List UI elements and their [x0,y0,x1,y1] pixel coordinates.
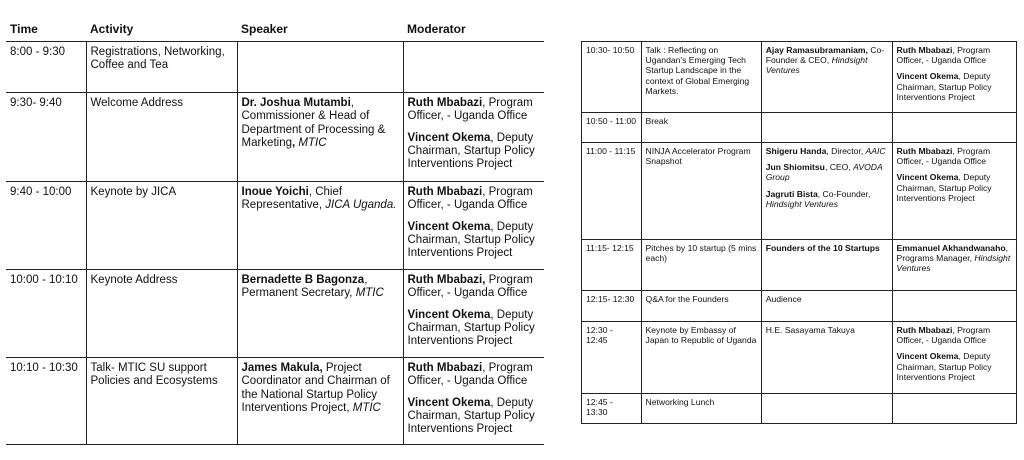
moderator-cell [892,113,1016,143]
moderator-role: , Program Officer, - Uganda Office [407,97,533,123]
time-cell: 9:30- 9:40 [6,93,86,182]
table-row [582,322,1017,394]
moderator-name: Ruth Mbabazi, [407,274,486,287]
speaker-org: MTIC [355,287,384,300]
speaker-name: Jun Shiomitsu [765,162,825,173]
activity-cell: NINJA Accelerator Program Snapshot [641,143,761,240]
speaker-name: Ajay Ramasubramaniam, [765,45,868,55]
header-speaker: Speaker [237,17,403,42]
table-row [582,394,1017,424]
speaker-cell [237,182,403,270]
table-row [582,291,1017,322]
moderator-role: , Program Officer, - Uganda Office [896,325,991,346]
time-cell: 9:40 - 10:00 [6,182,86,270]
activity-cell: Talk- MTIC SU support Policies and Ecosystems [86,358,237,445]
speaker-org: AAIC [865,146,886,156]
speaker-role: , Co-Founder, [817,188,871,199]
speaker-cell: Audience [761,291,892,322]
moderator-name: Vincent Okema [896,172,959,183]
speaker-role: , CEO, [824,162,854,173]
speaker-name: Dr. Joshua Mutambi [241,97,351,110]
agenda-table-left [6,17,544,445]
moderator-role: , Deputy Chairman, Startup Policy Interventions Project [407,131,535,171]
moderator-name: Vincent Okema [407,308,491,321]
activity-cell: Keynote by Embassy of Japan to Republic of Uganda [641,322,761,394]
activity-cell: Networking Lunch [641,394,761,424]
moderator-name: Vincent Okema [407,131,491,144]
moderator-cell [403,358,544,445]
speaker-cell [761,240,892,291]
moderator-cell [892,291,1016,322]
speaker-role: , Permanent Secretary, [241,274,368,300]
moderator-cell [892,394,1016,424]
moderator-cell [403,93,544,182]
activity-cell: Q&A for the Founders [641,291,761,322]
speaker-name: James Makula, [241,362,323,375]
time-cell: 10:00 - 10:10 [6,270,86,358]
time-cell: 12:45 - 13:30 [582,394,642,424]
activity-cell: Keynote Address [86,270,237,358]
moderator-name: Ruth Mbabazi [896,45,953,55]
table-row [6,42,544,93]
speaker-role: , Director, [826,146,866,156]
moderator-name: Ruth Mbabazi [407,362,483,375]
activity-cell: Break [641,113,761,143]
header-activity: Activity [86,17,237,42]
speaker-org: Hindsight Ventures [765,198,839,209]
speaker-org: MTIC [352,401,381,414]
speaker-name: Founders of the 10 Startups [765,243,880,253]
speaker-cell [237,93,403,182]
speaker-cell [761,394,892,424]
time-cell: 8:00 - 9:30 [6,42,86,93]
time-cell: 10:50 - 11:00 [582,113,642,143]
moderator-name: Ruth Mbabazi [407,186,483,199]
moderator-name: Vincent Okema [407,220,491,233]
moderator-name: Ruth Mbabazi [407,97,483,110]
speaker-role: , Chief Representative, [241,186,343,212]
speaker-cell [761,42,892,113]
speaker-cell [761,143,892,240]
speaker-org: Hindsight Ventures [765,55,868,76]
moderator-role: Program Officer, - Uganda Office [407,274,533,300]
speaker-cell: H.E. Sasayama Takuya [761,322,892,394]
activity-cell: Keynote by JICA [86,182,237,270]
moderator-cell [892,42,1016,113]
moderator-name: Ruth Mbabazi [896,325,953,335]
speaker-name: Jagruti Bista [765,188,818,199]
moderator-name: Vincent Okema [896,351,959,362]
moderator-cell [892,322,1016,394]
speaker-cell [237,358,403,445]
moderator-org: Hindsight Ventures [896,253,1011,274]
table-row [6,270,544,358]
time-cell: 10:30- 10:50 [582,42,642,113]
moderator-role: , Program Officer, - Uganda Office [407,186,533,212]
activity-cell: Talk : Reflecting on Ugandan's Emerging Tech Startup Landscape in the context of Global Emerging Markets. [641,42,761,113]
time-cell: 11:00 - 11:15 [582,143,642,240]
moderator-role: , Deputy Chairman, Startup Policy Interventions Project [407,308,535,348]
moderator-name: Ruth Mbabazi [896,146,953,156]
speaker-name: Inoue Yoichi [241,186,309,199]
moderator-cell [892,240,1016,291]
moderator-cell [403,42,544,93]
moderator-cell [403,270,544,358]
header-moderator: Moderator [403,17,544,42]
speaker-name: Shigeru Handa [765,146,827,156]
table-row [582,143,1017,240]
speaker-org: JICA Uganda. [325,199,397,212]
table-row [6,182,544,270]
time-cell: 11:15- 12:15 [582,240,642,291]
activity-cell: Welcome Address [86,93,237,182]
speaker-org: AVODA Group [765,162,883,183]
speaker-role: , Commissioner & Head of Department of Processing & Marketing [241,97,386,149]
table-row [582,42,1017,113]
speaker-cell [761,113,892,143]
moderator-cell [892,143,1016,240]
speaker-comma: , [292,136,296,149]
speaker-cell [237,270,403,358]
speaker-role: Project Coordinator and Chairman of the National Startup Policy Interventions Project, [241,362,390,414]
header-time: Time [6,17,86,42]
speaker-role: Co-Founder & CEO, [765,45,885,66]
table-row [582,113,1017,143]
moderator-cell [403,182,544,270]
agenda-table-right [581,41,1017,424]
moderator-role: , Program Officer, - Uganda Office [896,146,991,167]
table-row [6,358,544,445]
table-row [6,93,544,182]
table-row [582,240,1017,291]
moderator-role: , Deputy Chairman, Startup Policy Interventions Project [896,351,992,382]
speaker-cell [237,42,403,93]
moderator-role: , Program Officer, - Uganda Office [896,45,991,66]
time-cell: 10:10 - 10:30 [6,358,86,445]
time-cell: 12:15- 12:30 [582,291,642,322]
moderator-role: , Deputy Chairman, Startup Policy Interventions Project [896,172,992,203]
moderator-role: , Programs Manager, [896,243,1008,264]
moderator-role: , Deputy Chairman, Startup Policy Interventions Project [407,220,535,260]
moderator-role: , Deputy Chairman, Startup Policy Interventions Project [407,396,535,436]
moderator-role: , Deputy Chairman, Startup Policy Interventions Project [896,71,992,102]
header-row [6,17,544,42]
moderator-name: Vincent Okema [407,396,491,409]
moderator-role: , Program Officer, - Uganda Office [407,362,533,388]
moderator-name: Emmanuel Akhandwanaho [896,243,1006,253]
time-cell: 12:30 - 12:45 [582,322,642,394]
speaker-org: MTIC [298,136,327,149]
activity-cell: Registrations, Networking, Coffee and Tea [86,42,237,93]
speaker-name: Bernadette B Bagonza [241,274,365,287]
moderator-name: Vincent Okema [896,71,959,82]
activity-cell: Pitches by 10 startup (5 mins each) [641,240,761,291]
